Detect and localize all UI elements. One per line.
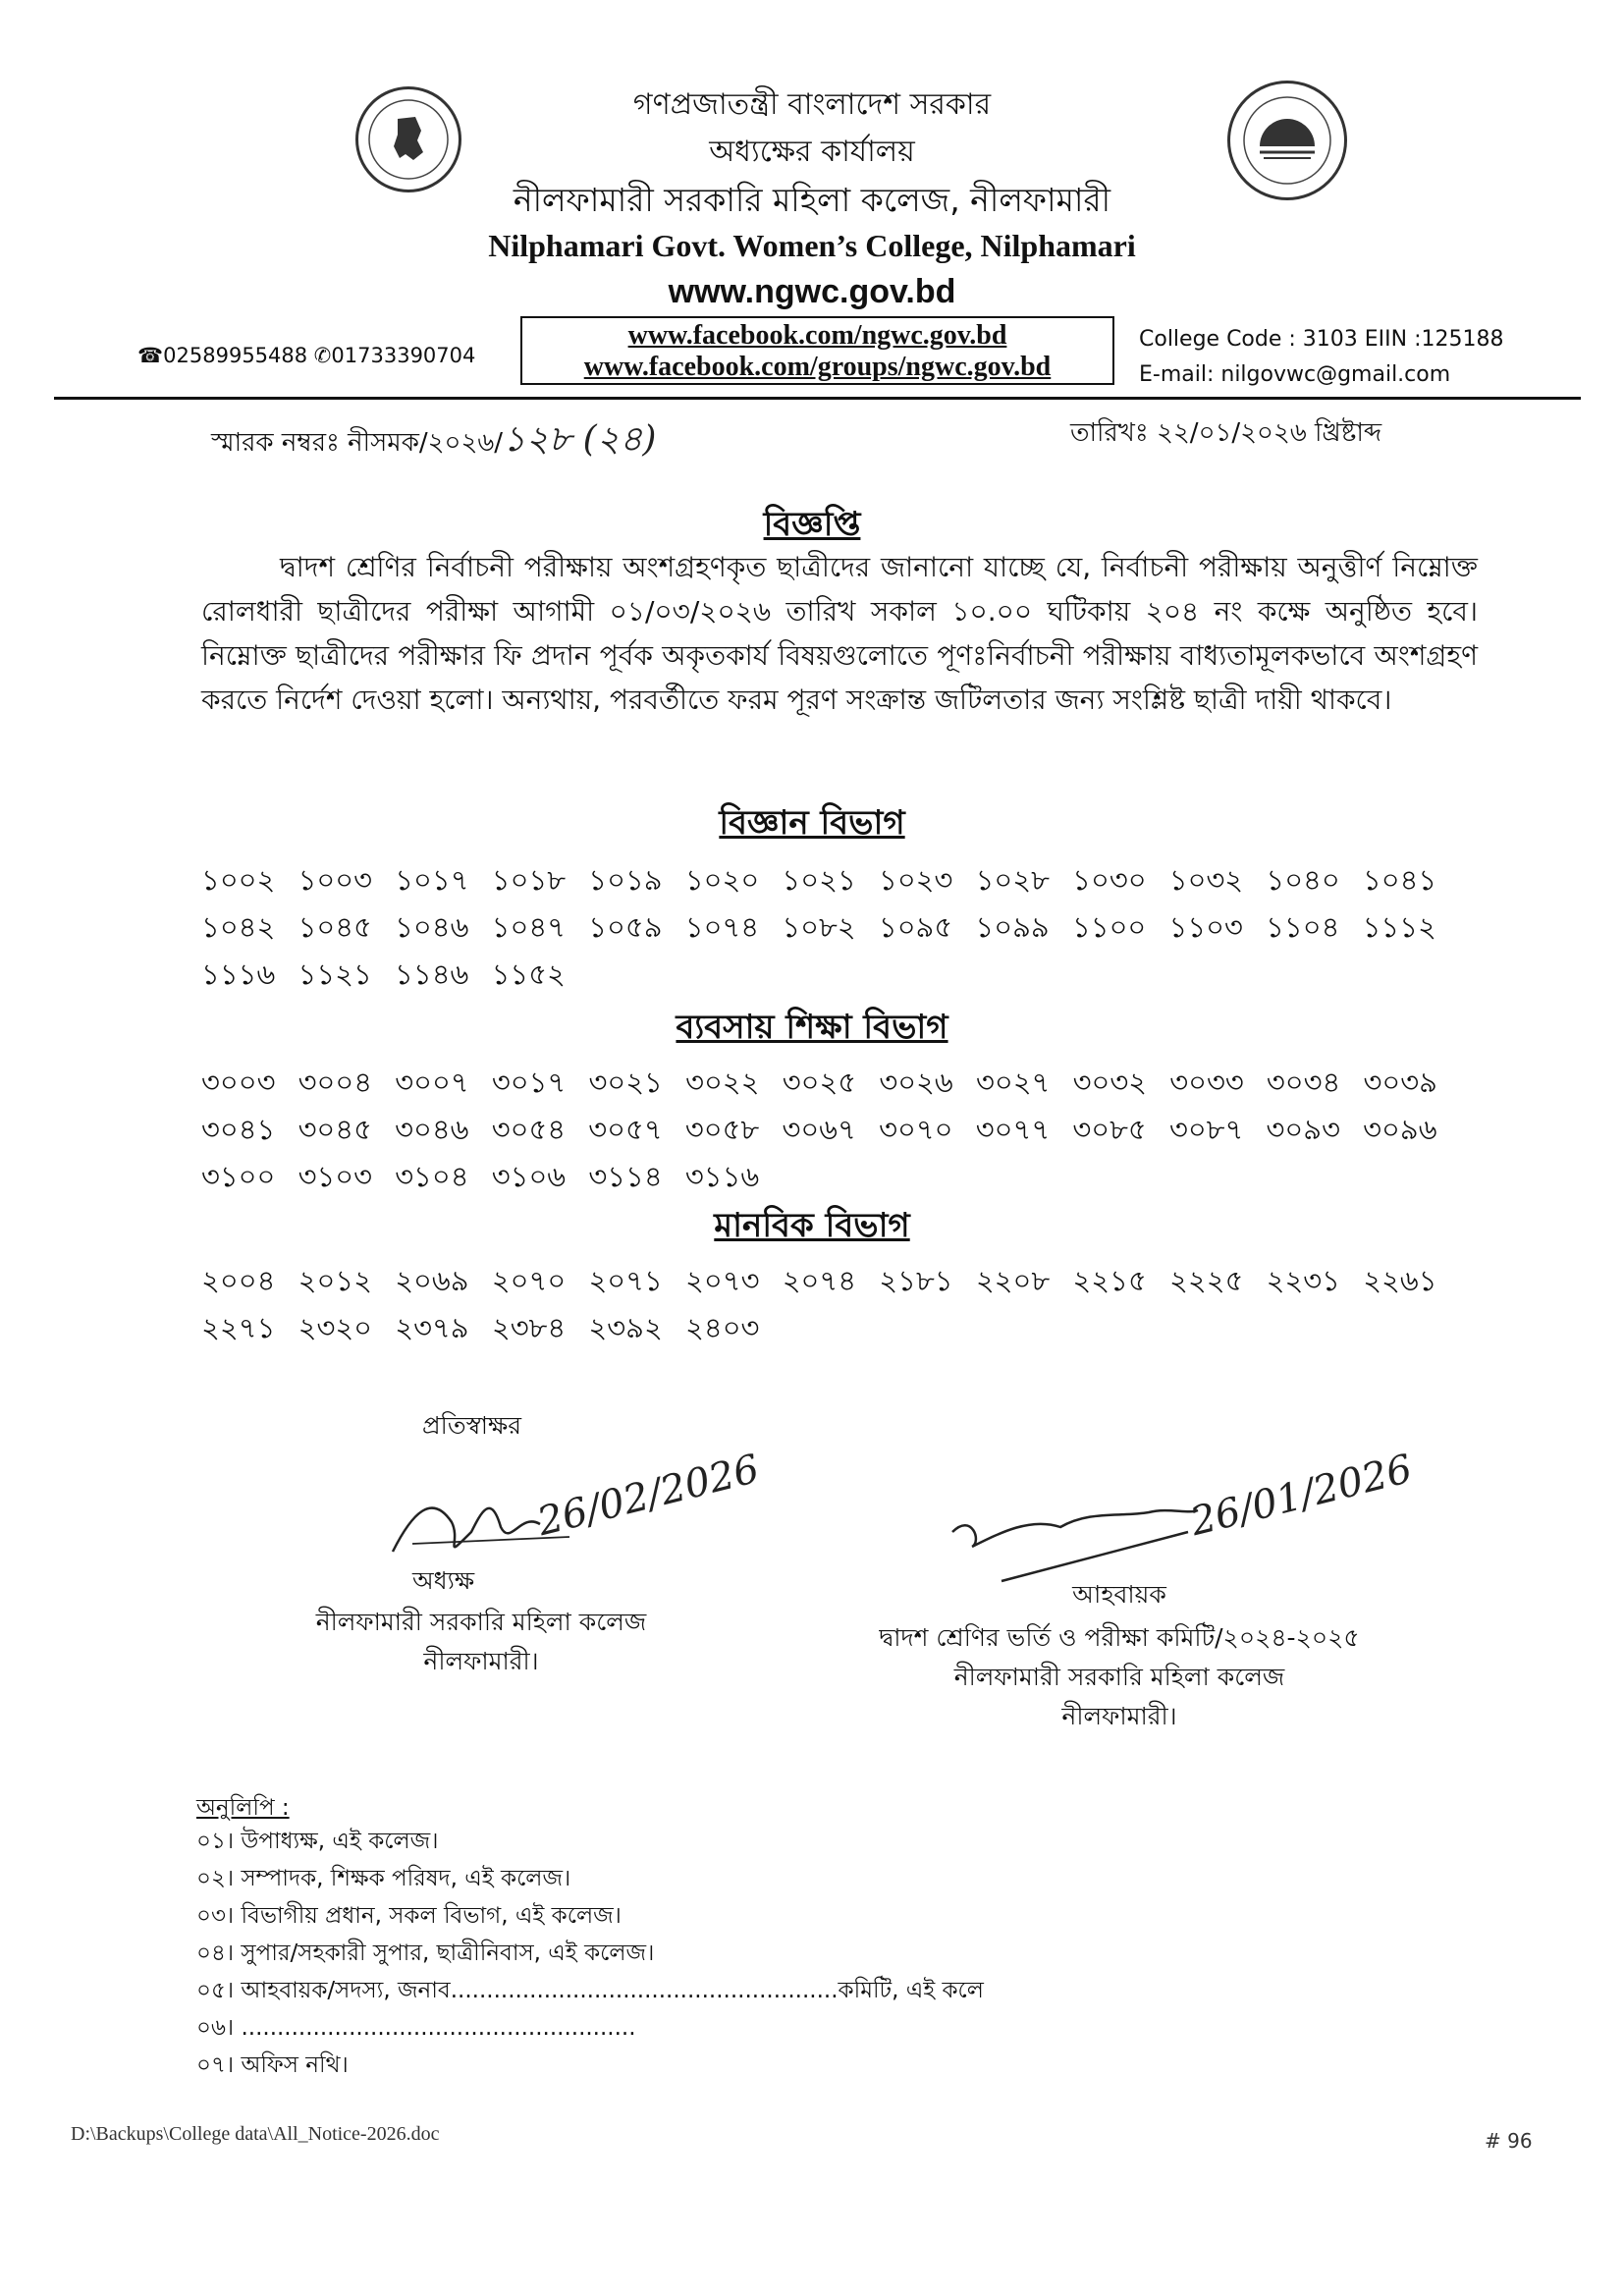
science-heading: বিজ্ঞান বিভাগ	[719, 803, 905, 843]
countersign-label: প্রতিস্বাক্ষর	[422, 1411, 522, 1440]
facebook-page-link[interactable]: www.facebook.com/ngwc.gov.bd	[627, 320, 1007, 351]
copy-to-list	[196, 1823, 984, 2084]
principal-designation	[236, 1603, 727, 1681]
business-roll-list: ৩০০৩ ৩০০৪ ৩০০৭ ৩০১৭ ৩০২১ ৩০২২ ৩০২৫ ৩০২৬ ৩০২৭ ৩০৩২ ৩০৩৩ ৩০৩৪ ৩০৩৯ ৩০৪১ ৩০৪৫ ৩০৪৬ ৩০৫৪ ৩০৫৭ ৩০৫৮ ৩০৬৭ ৩০৭০ ৩০৭৭ ৩০৮৫ ৩০৮৭ ৩০৯৩ ৩০৯৬ ৩১০০ ৩১০৩ ৩১০৪ ৩১০৬ ৩১১৪ ৩১১৬	[201, 1066, 1437, 1193]
principal-place: নীলফামারী।	[423, 1647, 539, 1675]
notice-title: বিজ্ঞপ্তি	[763, 505, 861, 544]
list-item: ০৬। .......................................................	[196, 2015, 636, 2041]
government-name: গণপ্রজাতন্ত্রী বাংলাদেশ সরকার	[632, 87, 992, 122]
convener-signature-date: 26/01/2026	[1185, 1446, 1417, 1546]
principal-org: নীলফামারী সরকারি মহিলা কলেজ	[315, 1608, 647, 1636]
facebook-links-box	[520, 316, 1114, 385]
principal-signature-date: 26/02/2026	[532, 1446, 764, 1546]
handwritten-memo-number: ১২৮ (২৪)	[503, 419, 657, 460]
facebook-group-link[interactable]: www.facebook.com/groups/ngwc.gov.bd	[583, 352, 1052, 382]
principal-title: অধ্যক্ষ	[412, 1566, 475, 1595]
list-item: ০২। সম্পাদক, শিক্ষক পরিষদ, এই কলেজ।	[196, 1866, 571, 1891]
website-link[interactable]: www.ngwc.gov.bd	[668, 273, 956, 310]
list-item: ০১। উপাধ্যক্ষ, এই কলেজ।	[196, 1829, 439, 1854]
notice-body: দ্বাদশ শ্রেণির নির্বাচনী পরীক্ষায় অংশগ্রহণকৃত ছাত্রীদের জানানো যাচ্ছে যে, নির্বাচনী পরীক্ষায় অনুত্তীর্ণ নিম্নোক্ত রোলধারী ছাত্রীদের পরীক্ষা আগামী ০১/০৩/২০২৬ তারিখ সকাল ১০.০০ ঘটিকায় ২০৪ নং কক্ষে অনুষ্ঠিত হবে। নিম্নোক্ত ছাত্রীদের পরীক্ষার ফি প্রদান পূর্বক অকৃতকার্য বিষয়গুলোতে পূণঃনির্বাচনী পরীক্ষায় বাধ্যতামূলকভাবে অংশগ্রহণ করতে নির্দেশ দেওয়া হলো। অন্যথায়, পরবর্তীতে ফরম পূরণ সংক্রান্ত জটিলতার জন্য সংশ্লিষ্ট ছাত্রী দায়ী থাকবে।	[201, 551, 1478, 716]
college-name-bangla: নীলফামারী সরকারি মহিলা কলেজ, নীলফামারী	[513, 181, 1111, 219]
list-item: ০৫। আহবায়ক/সদস্য, জনাব......................................................কমিটি, এই কলে	[196, 1978, 984, 2003]
list-item: ০৭। অফিস নথি।	[196, 2052, 349, 2078]
list-item: ০৩। বিভাগীয় প্রধান, সকল বিভাগ, এই কলেজ।	[196, 1903, 622, 1929]
page-number: # 96	[1485, 2129, 1533, 2153]
convener-place: নীলফামারী।	[1061, 1702, 1177, 1730]
college-code: College Code : 3103 EIIN :125188	[1139, 327, 1504, 352]
date-label: তারিখঃ	[1070, 418, 1149, 448]
science-roll-list: ১০০২ ১০০৩ ১০১৭ ১০১৮ ১০১৯ ১০২০ ১০২১ ১০২৩ ১০২৮ ১০৩০ ১০৩২ ১০৪০ ১০৪১ ১০৪২ ১০৪৫ ১০৪৬ ১০৪৭ ১০৫৯ ১০৭৪ ১০৮২ ১০৯৫ ১০৯৯ ১১০০ ১১০৩ ১১০৪ ১১১২ ১১১৬ ১১২১ ১১৪৬ ১১৫২	[201, 863, 1437, 991]
convener-org: নীলফামারী সরকারি মহিলা কলেজ	[953, 1663, 1285, 1691]
memo-date	[1070, 412, 1381, 456]
header-divider	[54, 397, 1581, 400]
college-email: E-mail: nilgovwc@gmail.com	[1139, 362, 1451, 387]
convener-title: আহবায়ক	[1072, 1580, 1166, 1609]
phone-numbers: ☎02589955488 ✆01733390704	[137, 344, 476, 367]
file-path: D:\Backups\College data\All_Notice-2026.doc	[71, 2123, 440, 2145]
office-name: অধ্যক্ষের কার্যালয়	[709, 135, 915, 169]
convener-designation	[776, 1618, 1463, 1736]
convener-committee: দ্বাদশ শ্রেণির ভর্তি ও পরীক্ষা কমিটি/২০২৪-২০২৫	[879, 1623, 1360, 1652]
copy-to-title: অনুলিপি :	[196, 1795, 290, 1821]
memo-label: স্মারক নম্বরঃ নীসমক/২০২৬/	[211, 428, 504, 458]
college-contact-info	[1139, 322, 1504, 393]
college-name-english: Nilphamari Govt. Women’s College, Nilphamari	[488, 228, 1136, 263]
humanities-heading: মানবিক বিভাগ	[714, 1206, 910, 1245]
list-item: ০৪। সুপার/সহকারী সুপার, ছাত্রীনিবাস, এই কলেজ।	[196, 1941, 655, 1966]
date-value: ২২/০১/২০২৬ খ্রিষ্টাব্দ	[1157, 418, 1382, 448]
memo-number	[211, 412, 656, 471]
humanities-roll-list: ২০০৪ ২০১২ ২০৬৯ ২০৭০ ২০৭১ ২০৭৩ ২০৭৪ ২১৮১ ২২০৮ ২২১৫ ২২২৫ ২২৩১ ২২৬১ ২২৭১ ২৩২০ ২৩৭৯ ২৩৮৪ ২৩৯২ ২৪০৩	[201, 1264, 1437, 1344]
business-heading: ব্যবসায় শিক্ষা বিভাগ	[676, 1008, 948, 1047]
